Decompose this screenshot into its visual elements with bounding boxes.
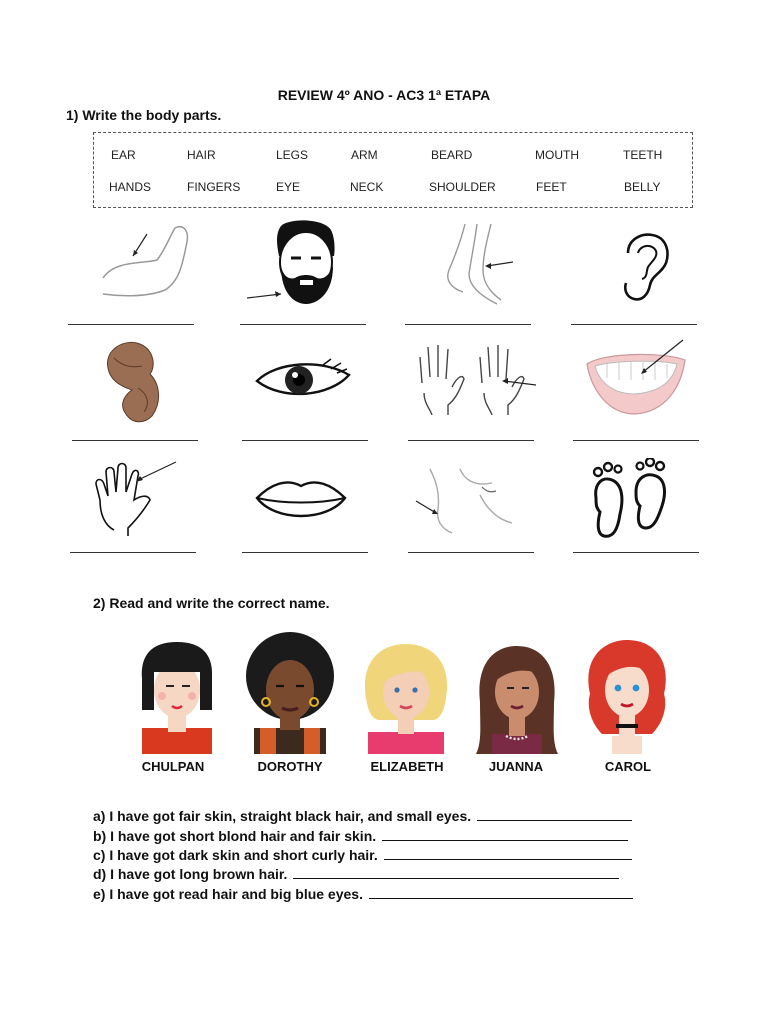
answer-line[interactable] <box>369 886 633 899</box>
person-elizabeth <box>360 642 452 754</box>
word-bank-item: HAIR <box>187 148 216 162</box>
fingers-icon <box>92 460 180 536</box>
feet-icon <box>590 458 670 540</box>
word-bank-item: MOUTH <box>535 148 579 162</box>
answer-line[interactable] <box>240 324 366 325</box>
word-bank-item: ARM <box>351 148 378 162</box>
answer-line[interactable] <box>408 552 534 553</box>
legs-icon <box>435 220 525 308</box>
answer-line[interactable] <box>573 440 699 441</box>
person-name-label: CHULPAN <box>141 759 205 774</box>
teeth-icon <box>585 336 690 418</box>
word-bank-item: SHOULDER <box>429 180 496 194</box>
answer-line[interactable] <box>477 808 632 821</box>
answer-line[interactable] <box>68 324 194 325</box>
person-name-label: ELIZABETH <box>370 759 444 774</box>
mouth-icon <box>253 470 349 530</box>
word-bank-item: TEETH <box>623 148 663 162</box>
neck-icon <box>412 465 522 537</box>
sentence-a <box>93 808 632 824</box>
answer-line[interactable] <box>242 552 368 553</box>
word-bank-item: NECK <box>350 180 384 194</box>
person-name-label: JUANNA <box>488 759 544 774</box>
answer-line[interactable] <box>405 324 531 325</box>
word-bank-item: FEET <box>536 180 567 194</box>
word-bank-item: EYE <box>276 180 301 194</box>
ear-icon <box>618 233 673 305</box>
eye-icon <box>253 355 353 403</box>
sentence-text: c) I have got dark skin and short curly hair. <box>93 847 378 863</box>
person-chulpan <box>132 638 222 754</box>
answer-line[interactable] <box>382 828 628 841</box>
question-1-heading: 1) Write the body parts. <box>66 107 222 123</box>
word-bank-item: LEGS <box>276 148 309 162</box>
person-name-label: DOROTHY <box>257 759 323 774</box>
word-bank-item: BELLY <box>624 180 661 194</box>
sentence-text: b) I have got short blond hair and fair skin. <box>93 828 377 844</box>
person-juanna <box>472 642 562 754</box>
hands-icon <box>412 343 542 415</box>
question-2-heading: 2) Read and write the correct name. <box>93 595 330 611</box>
beard-icon <box>245 218 340 308</box>
arm-icon <box>95 220 205 305</box>
sentence-text: d) I have got long brown hair. <box>93 866 288 882</box>
answer-line[interactable] <box>408 440 534 441</box>
answer-line[interactable] <box>242 440 368 441</box>
answer-line[interactable] <box>384 847 632 860</box>
sentence-text: e) I have got read hair and big blue eyes. <box>93 886 363 902</box>
hair-icon <box>98 338 168 424</box>
person-carol <box>582 638 672 754</box>
answer-line[interactable] <box>573 552 699 553</box>
sentence-d <box>93 866 619 882</box>
sentence-b <box>93 828 628 844</box>
answer-line[interactable] <box>293 866 619 879</box>
sentence-c <box>93 847 632 863</box>
person-dorothy <box>236 632 344 754</box>
answer-line[interactable] <box>571 324 697 325</box>
word-bank-item: HANDS <box>109 180 152 194</box>
sentence-text: a) I have got fair skin, straight black hair, and small eyes. <box>93 808 472 824</box>
sentence-e <box>93 886 633 902</box>
answer-line[interactable] <box>70 552 196 553</box>
person-name-label: CAROL <box>604 759 652 774</box>
word-bank-item: EAR <box>111 148 136 162</box>
word-bank-item: FINGERS <box>187 180 241 194</box>
word-bank <box>93 132 693 208</box>
page-title: REVIEW 4º ANO - AC3 1ª ETAPA <box>277 87 491 103</box>
answer-line[interactable] <box>72 440 198 441</box>
word-bank-item: BEARD <box>431 148 473 162</box>
